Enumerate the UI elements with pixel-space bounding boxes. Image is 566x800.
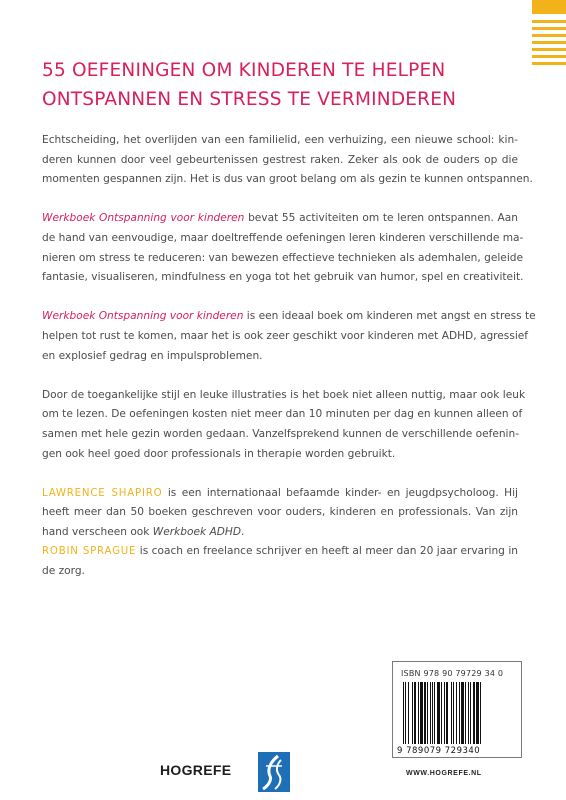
text-line: samen met hele gezin worden gedaan. Vanzelfsprekend kunnen de verschillende oefenin- [42, 427, 520, 440]
text-line: helpen tot rust te komen, maar het is ook zeer geschikt voor kinderen met ADHD, agressief [42, 329, 529, 342]
text-line [42, 542, 518, 562]
text-line: de zorg. [42, 565, 85, 578]
title-line-2: ONTSPANNEN EN STRESS TE VERMINDEREN [42, 89, 457, 110]
author-name: ROBIN SPRAGUE [42, 546, 137, 558]
text-line: om te lezen. De oefeningen kosten niet meer dan 10 minuten per dag en kunnen alleen of [42, 408, 523, 421]
text-line: Door de toegankelijke stijl en leuke illustraties is het boek niet alleen nuttig, maar ook leuk [42, 388, 526, 401]
text-line: en explosief gedrag en impulsproblemen. [42, 349, 263, 362]
paragraph-audience [42, 307, 536, 366]
paragraph-authors [42, 484, 518, 582]
text-fragment: is een ideaal boek om kinderen met angst en stress te [243, 310, 536, 323]
barcode-number: 9 789079 729340 [397, 746, 481, 756]
book-title: Werkboek Ontspanning voor kinderen [42, 212, 245, 225]
text-fragment: is een internationaal befaamde kinder- en jeugdpsycholoog. Hij [162, 486, 518, 499]
text-line: nieren om stress te reduceren: van bewezen effectieve technieken als ademhalen, geleide [42, 251, 524, 264]
text-line: gen ook heel goed door professionals in therapie worden gebruikt. [42, 447, 396, 460]
decorative-stripes [532, 0, 566, 68]
publisher-website: WWW.HOGREFE.NL [406, 770, 482, 777]
title-line-1: 55 OEFENINGEN OM KINDEREN TE HELPEN [42, 60, 446, 81]
text-fragment: . [241, 525, 245, 538]
publisher-name: HOGREFE [160, 762, 232, 778]
publisher-logo-icon [258, 752, 290, 792]
barcode-bars [403, 682, 513, 746]
text-fragment: hand verscheen ook [42, 525, 153, 538]
text-line: momenten gespannen zijn. Het is dus van groot belang om als gezin te kunnen ontspannen. [42, 173, 533, 186]
text-line [42, 523, 518, 543]
paragraph-intro [42, 131, 533, 190]
text-fragment: bevat 55 activiteiten om te leren ontspannen. Aan [244, 212, 518, 225]
paragraph-contents [42, 209, 524, 287]
book-title: Werkboek Ontspanning voor kinderen [42, 310, 244, 323]
text-line: fantasie, visualiseren, mindfulness en yoga tot het gebruik van humor, spel en creativiteit. [42, 271, 524, 284]
text-fragment: is coach en freelance schrijver en heeft al meer dan 20 jaar ervaring in [136, 545, 519, 558]
text-line: de hand van eenvoudige, maar doeltreffende oefeningen leren kinderen verschillende ma- [42, 231, 524, 244]
text-line: deren kunnen door veel gebeurtenissen gestrest raken. Zeker als ook de ouders op die [42, 153, 518, 166]
text-line: Echtscheiding, het overlijden van een familielid, een verhuizing, een nieuwe school: kin- [42, 134, 518, 146]
text-line: heeft meer dan 50 boeken geschreven voor ouders, kinderen en professionals. Van zijn [42, 506, 518, 519]
page-title [42, 56, 512, 114]
paragraph-style [42, 386, 526, 464]
book-title: Werkboek ADHD [152, 525, 242, 538]
text-line [42, 484, 518, 504]
back-cover-text [42, 131, 536, 601]
isbn-text: ISBN 978 90 79729 34 0 [401, 669, 504, 678]
text-line [42, 209, 518, 229]
isbn-barcode [392, 661, 522, 758]
text-line [42, 307, 536, 327]
author-name: LAWRENCE SHAPIRO [42, 487, 163, 499]
